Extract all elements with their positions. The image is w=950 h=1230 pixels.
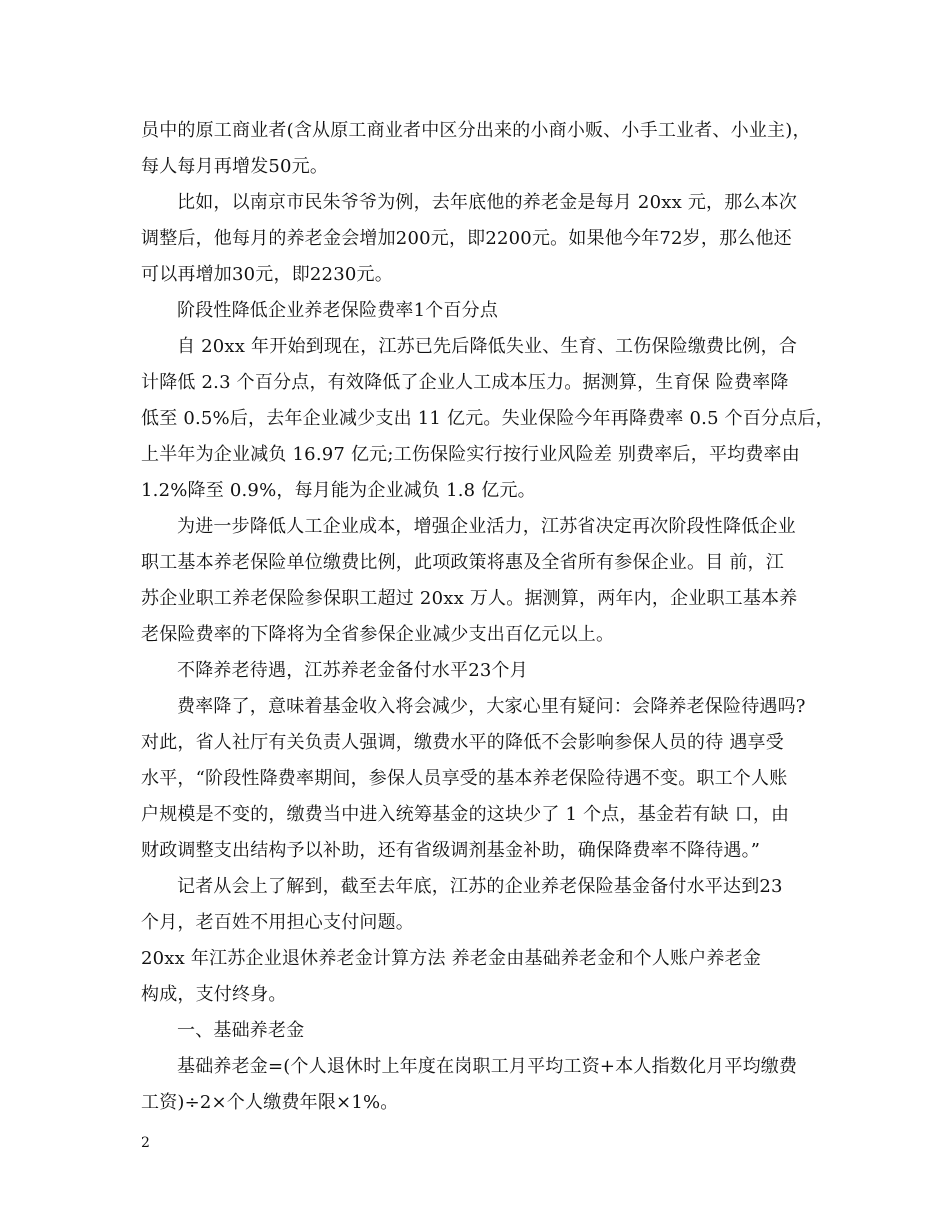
text-line: 记者从会上了解到，截至去年底，江苏的企业养老保险基金备付水平达到23 xyxy=(177,876,783,897)
text-line: 对此，省人社厅有关负责人强调，缴费水平的降低不会影响参保人员的待 遇享受 xyxy=(141,732,784,753)
text-line: 费率降了，意味着基金收入将会减少，大家心里有疑问：会降养老保险待遇吗? xyxy=(177,696,806,717)
text-line: 每人每月再增发50元。 xyxy=(141,156,329,177)
body-text xyxy=(141,113,834,1121)
text-line: 自 20xx 年开始到现在，江苏已先后降低失业、生育、工伤保险缴费比例，合 xyxy=(177,336,798,357)
text-line: 工资)÷2×个人缴费年限×1%。 xyxy=(141,1092,399,1113)
text-line: 户规模是不变的，缴费当中进入统筹基金的这块少了 1 个点，基金若有缺 口，由 xyxy=(141,804,790,825)
text-line: 员中的原工商业者(含从原工商业者中区分出来的小商小贩、小手工业者、小业主)， xyxy=(141,120,811,141)
page-number: 2 xyxy=(141,1135,150,1151)
text-line: 比如，以南京市民朱爷爷为例，去年底他的养老金是每月 20xx 元，那么本次 xyxy=(177,192,798,213)
text-line: 为进一步降低人工企业成本，增强企业活力，江苏省决定再次阶段性降低企业 xyxy=(177,516,796,537)
text-line: 计降低 2.3 个百分点，有效降低了企业人工成本压力。据测算，生育保 险费率降 xyxy=(141,372,789,393)
text-line: 财政调整支出结构予以补助，还有省级调剂基金补助，确保降费率不降待遇。” xyxy=(141,840,761,861)
text-line: 个月，老百姓不用担心支付问题。 xyxy=(141,912,414,933)
text-line: 老保险费率的下降将为全省参保企业减少支出百亿元以上。 xyxy=(141,624,615,645)
text-line: 水平，“阶段性降费率期间，参保人员享受的基本养老保险待遇不变。职工个人账 xyxy=(141,768,788,789)
text-line: 不降养老待遇，江苏养老金备付水平23个月 xyxy=(177,660,528,681)
text-line: 苏企业职工养老保险参保职工超过 20xx 万人。据测算，两年内，企业职工基本养 xyxy=(141,588,798,609)
text-line: 调整后，他每月的养老金会增加200元，即2200元。如果他今年72岁，那么他还 xyxy=(141,228,792,249)
text-line: 20xx 年江苏企业退休养老金计算方法 养老金由基础养老金和个人账户养老金 xyxy=(141,948,762,969)
text-line: 低至 0.5%后，去年企业减少支出 11 亿元。失业保险今年再降费率 0.5 个百分点后， xyxy=(141,408,834,429)
text-line: 上半年为企业减负 16.97 亿元;工伤保险实行按行业风险差 别费率后，平均费率由 xyxy=(141,444,800,465)
text-line: 阶段性降低企业养老保险费率1个百分点 xyxy=(177,300,499,321)
text-line: 基础养老金=(个人退休时上年度在岗职工月平均工资+本人指数化月平均缴费 xyxy=(177,1056,798,1077)
text-line: 一、基础养老金 xyxy=(177,1020,305,1041)
text-line: 构成，支付终身。 xyxy=(141,984,287,1005)
text-line: 职工基本养老保险单位缴费比例，此项政策将惠及全省所有参保企业。目 前，江 xyxy=(141,552,784,573)
text-line: 可以再增加30元，即2230元。 xyxy=(141,264,393,285)
text-line: 1.2%降至 0.9%，每月能为企业减负 1.8 亿元。 xyxy=(141,480,536,501)
